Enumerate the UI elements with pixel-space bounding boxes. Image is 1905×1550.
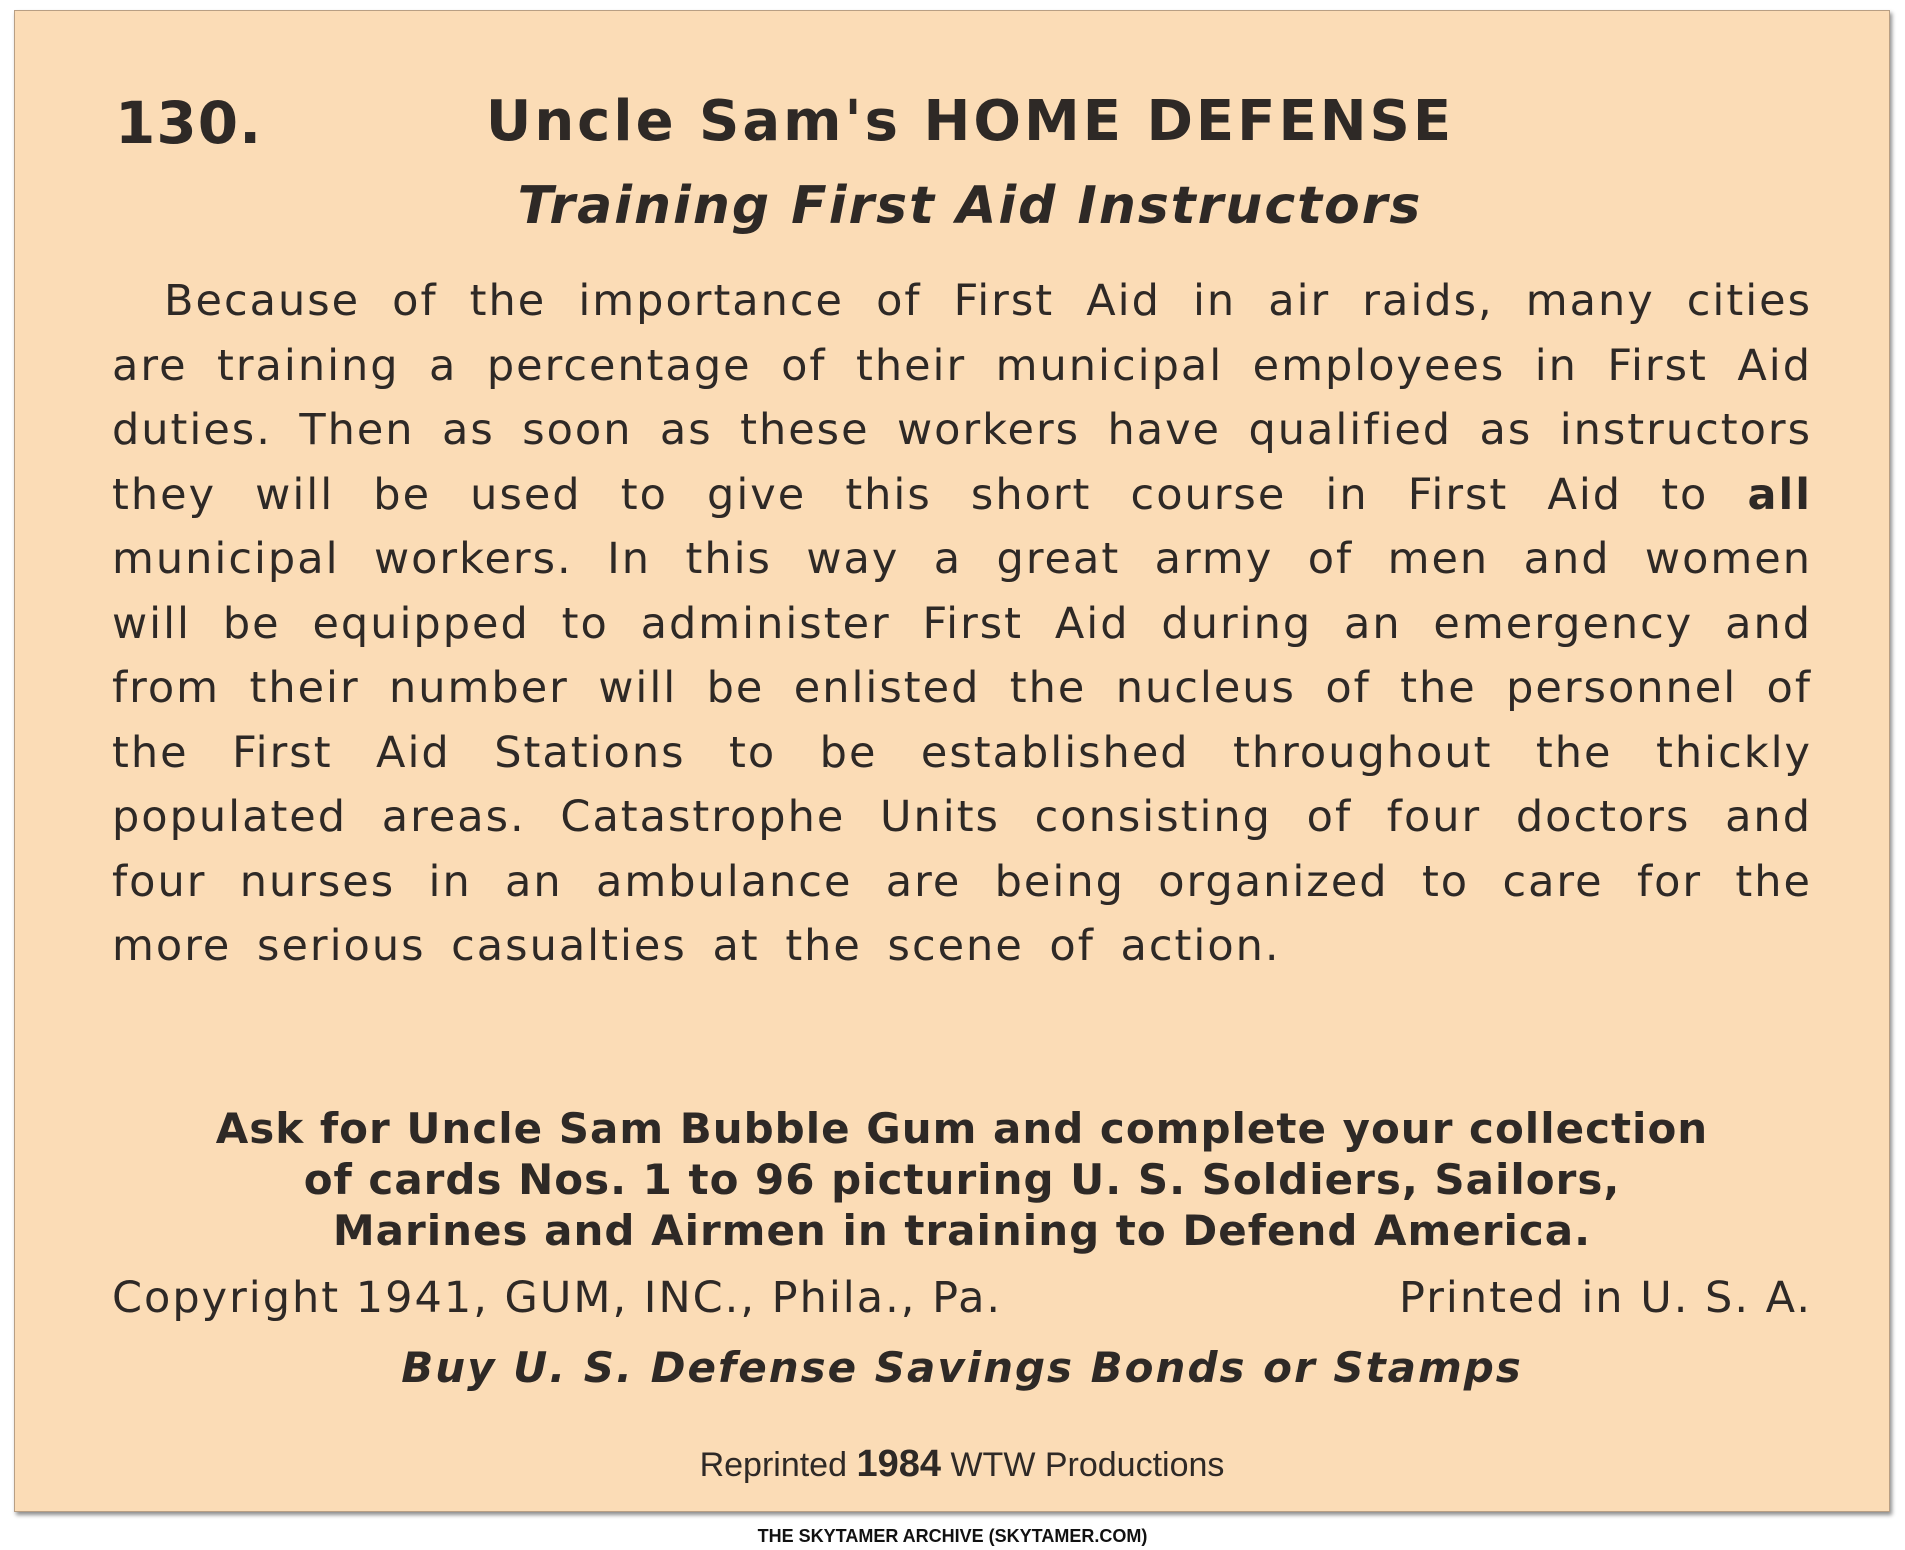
reprint-year: 1984 — [856, 1443, 941, 1485]
description-emphasis: all — [1747, 469, 1812, 520]
ad-line: Ask for Uncle Sam Bubble Gum and complete your collection — [215, 1104, 1709, 1153]
description-text-start: Because of the importance of First Aid in air raids, many cities are training a percentage of their municipal employees in First Aid duties. Then as soon as these workers have qualified as instructors they will be used to give this short course in First Aid to — [112, 276, 1812, 520]
copyright-row — [112, 1273, 1812, 1333]
card-number: 130. — [115, 89, 263, 157]
reprint-notice — [112, 1443, 1812, 1486]
card-description — [112, 269, 1812, 979]
reprint-publisher: WTW Productions — [950, 1446, 1225, 1484]
archive-credit: THE SKYTAMER ARCHIVE (SKYTAMER.COM) — [757, 1526, 1148, 1546]
reprint-prefix: Reprinted — [699, 1446, 847, 1484]
card-title: Uncle Sam's HOME DEFENSE — [485, 89, 1455, 154]
printed-location: Printed in U. S. A. — [1399, 1273, 1812, 1323]
trading-card-back — [14, 10, 1890, 1512]
ad-line: Marines and Airmen in training to Defend America. — [332, 1206, 1592, 1255]
collection-ad — [112, 1103, 1812, 1256]
copyright-notice: Copyright 1941, GUM, INC., Phila., Pa. — [112, 1273, 1003, 1323]
description-text-end: municipal workers. In this way a great army of men and women will be equipped to administer First Aid during an emergency and from their number will be enlisted the nucleus of the personnel of the First Aid Stations to be established throughout the thickly populated areas. Catastrophe Units consisting of four doctors and four nurses in an ambulance are being organized to care for the more serious casualties at the scene of action. — [112, 534, 1812, 971]
defense-bonds-slogan: Buy U. S. Defense Savings Bonds or Stamps — [401, 1343, 1523, 1392]
description-paragraph — [112, 269, 1812, 979]
ad-line: of cards Nos. 1 to 96 picturing U. S. Soldiers, Sailors, — [303, 1155, 1621, 1204]
card-subtitle: Training First Aid Instructors — [517, 176, 1423, 236]
